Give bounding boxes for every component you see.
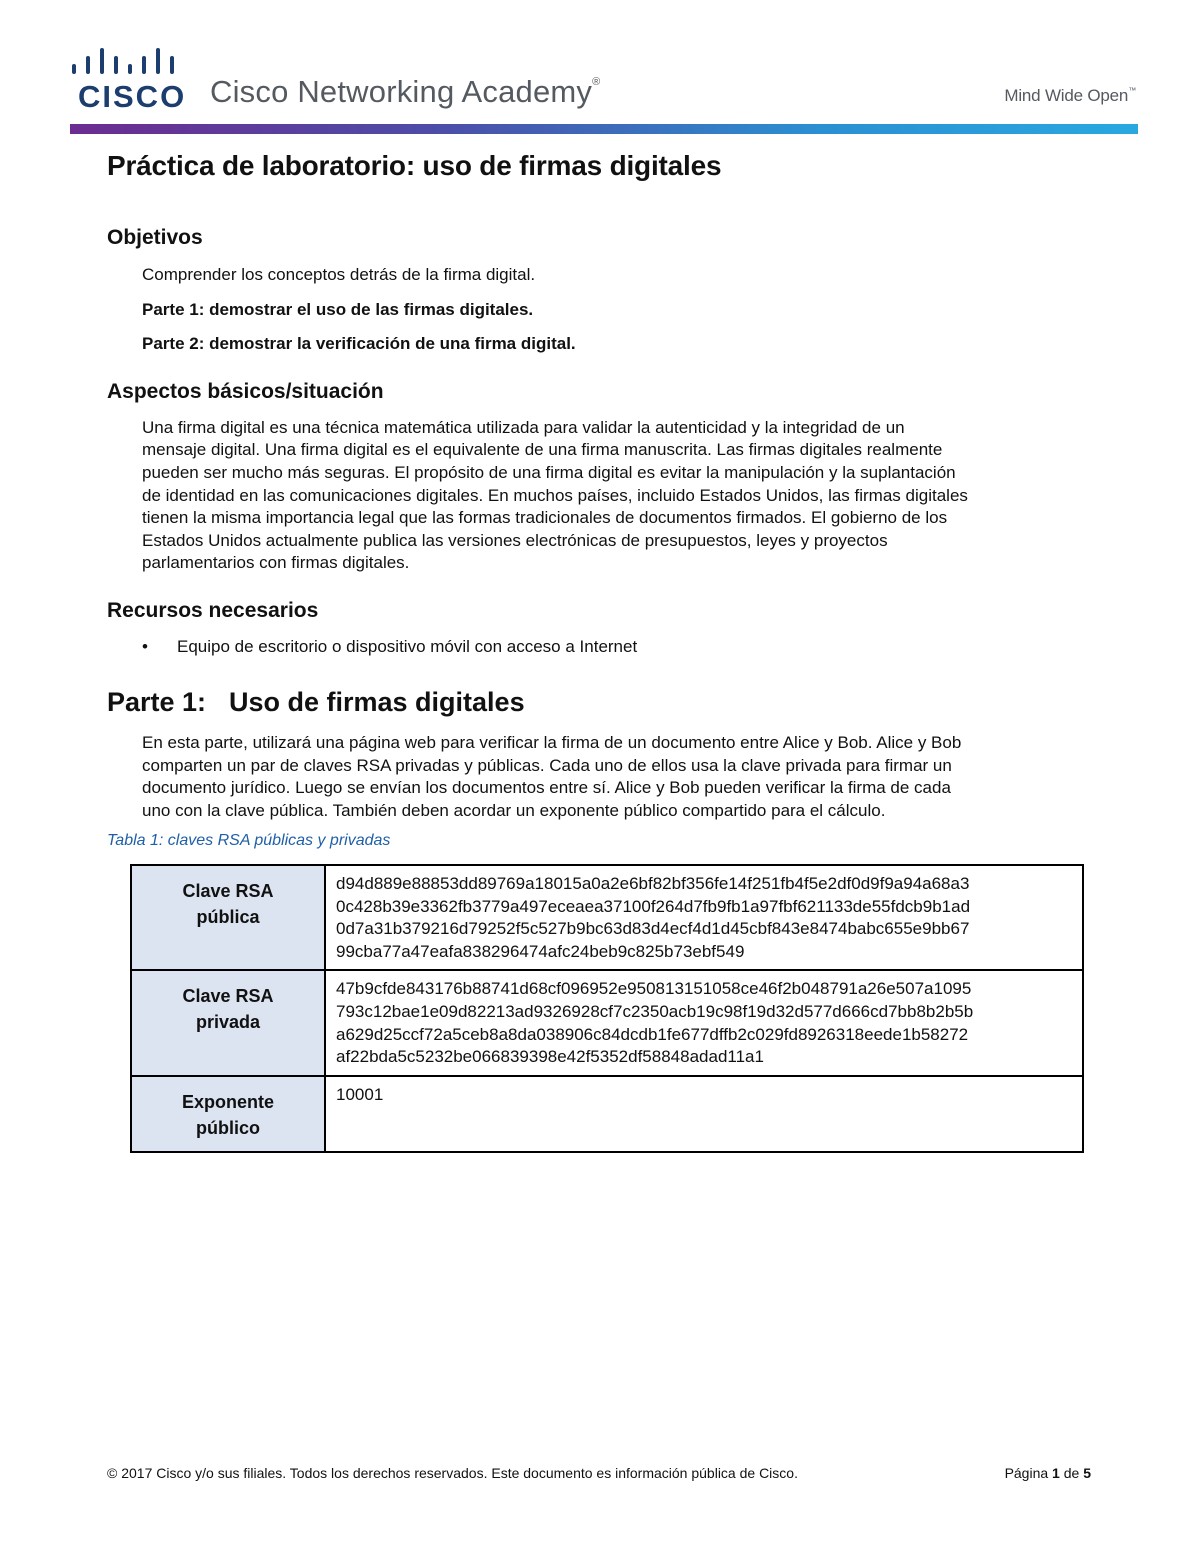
public-key-label: Clave RSA pública	[131, 865, 325, 970]
table-caption: Tabla 1: claves RSA públicas y privadas	[107, 832, 391, 850]
objectives-heading: Objetivos	[107, 226, 203, 249]
public-exponent-label: Exponente público	[131, 1076, 325, 1152]
page-number: Página 1 de 5	[1004, 1465, 1091, 1481]
page-header	[70, 44, 1138, 134]
objectives-intro: Comprender los conceptos detrás de la firma digital.	[142, 265, 536, 284]
objective-part2: Parte 2: demostrar la verificación de una firma digital.	[142, 334, 576, 354]
rsa-keys-table	[130, 864, 1084, 1153]
cisco-logo-bars-icon	[70, 44, 180, 78]
brand-name: Cisco Networking Academy®	[210, 74, 601, 109]
tagline: Mind Wide Open™	[1004, 86, 1136, 105]
table-row	[131, 865, 1083, 970]
part1-paragraph: En esta parte, utilizará una página web para verificar la firma de un documento entre Alice y Bob. Alice y Bob comparten un par de claves RSA privadas y públicas. Cada uno de ellos usa la clave privada para firmar un documento jurídico. Luego se envían los documentos entre sí. Alice y Bob pueden verificar la firma de cada uno con la clave pública. También deben acordar un exponente público compartido para el cálculo.	[142, 732, 962, 820]
header-gradient-bar	[70, 124, 1138, 134]
cisco-logo-word: CISCO	[78, 79, 187, 114]
background-paragraph: Una firma digital es una técnica matemática utilizada para validar la autenticidad y la integridad de un mensaje digital. Una firma digital es el equivalente de una firma manuscrita. Las firmas digitales realmente pueden ser mucho más seguras. El propósito de una firma digital es evitar la manipulación y la suplantación de identidad en las comunicaciones digitales. En muchos países, incluido Estados Unidos, las firmas digitales tienen la misma importancia legal que las formas tradicionales de documentos firmados. El gobierno de los Estados Unidos actualmente publica las versiones electrónicas de presupuestos, leyes y proyectos parlamentarios con firmas digitales.	[142, 417, 968, 573]
background-heading: Aspectos básicos/situación	[107, 379, 384, 403]
list-item: • Equipo de escritorio o dispositivo móvil con acceso a Internet	[142, 636, 638, 656]
private-key-value: 47b9cfde843176b88741d68cf096952e950813151058ce46f2b048791a26e507a1095 793c12bae1e09d82213ad9326928cf7c2350acb19c98f19d32d577d666cd7bb8b2b5b a629d25ccf72a5ceb8a8da038906c84dcdb1fe677dffb2c029fd8926318eede1b58272 af22bda5c5232be066839398e42f5352df58848adad11a1	[325, 970, 1083, 1075]
document-body	[107, 150, 1097, 850]
private-key-label: Clave RSA privada	[131, 970, 325, 1075]
table-row	[131, 1076, 1083, 1152]
page-title: Práctica de laboratorio: uso de firmas digitales	[107, 150, 722, 181]
page-footer	[107, 1465, 1097, 1481]
public-exponent-value: 10001	[325, 1076, 1083, 1152]
bullet-icon: •	[142, 636, 148, 656]
table-row	[131, 970, 1083, 1075]
public-key-value: d94d889e88853dd89769a18015a0a2e6bf82bf356fe14f251fb4f5e2df0d9f9a94a68a3 0c428b39e3362fb3779a497eceaea37100f264d7fb9fb1a97fbf621133de55fdcb9b1ad 0d7a31b379216d79252f5c527b9bc63d83d4ecf4d1d45cbf843e8474babc655e9bb67 99cba77a47eafa838296474afc24beb9c825b73ebf549	[325, 865, 1083, 970]
copyright-notice: © 2017 Cisco y/o sus filiales. Todos los derechos reservados. Este documento es información pública de Cisco.	[107, 1465, 798, 1481]
resources-heading: Recursos necesarios	[107, 598, 319, 622]
part1-heading: Parte 1: Uso de firmas digitales	[107, 686, 525, 717]
objective-part1: Parte 1: demostrar el uso de las firmas digitales.	[142, 299, 534, 319]
